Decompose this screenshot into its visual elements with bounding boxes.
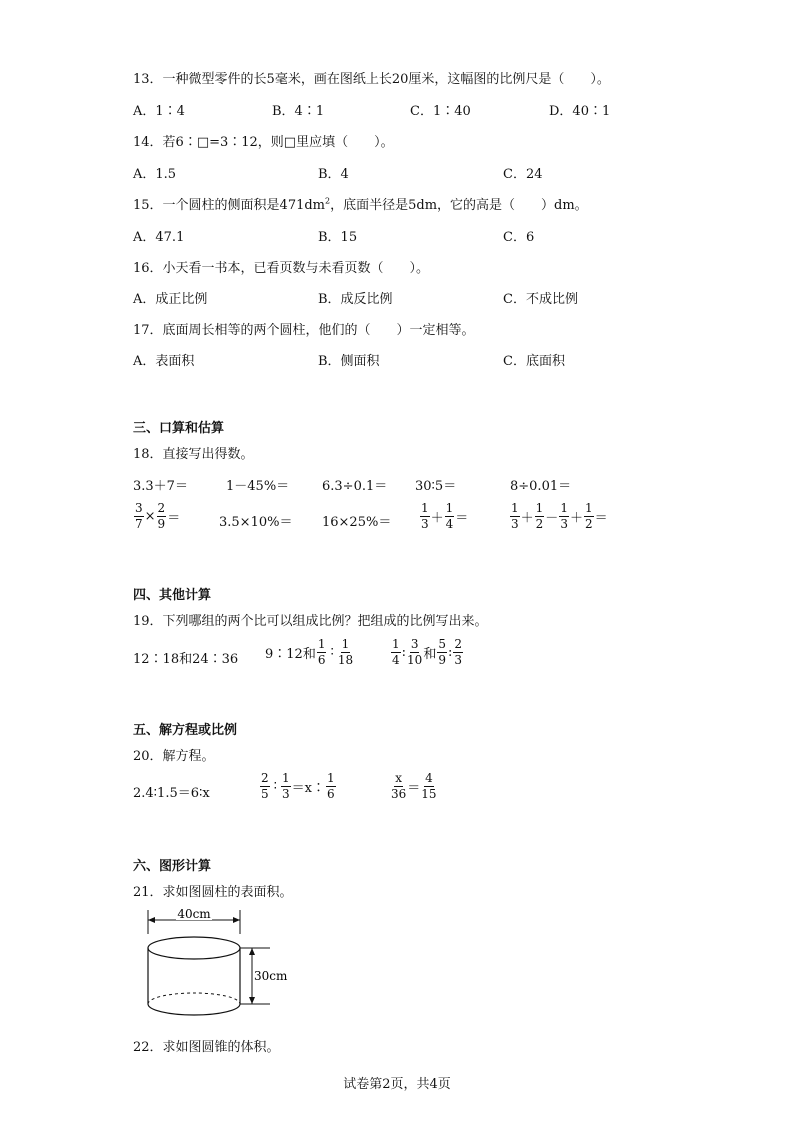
q17-stem: 17．底面周长相等的两个圆柱，他们的（ ）一定相等。 xyxy=(133,323,475,338)
q17-option-c: C．底面积 xyxy=(503,354,565,369)
calc-r1-4: 30∶5＝ xyxy=(415,479,457,494)
q15-option-a: A．47.1 xyxy=(133,230,185,245)
section6-title: 六、图形计算 xyxy=(133,859,212,874)
q16-option-a: A．成正比例 xyxy=(133,292,208,307)
calc-r1-3: 6.3÷0.1＝ xyxy=(322,479,388,494)
q15-option-c: C．6 xyxy=(503,230,535,245)
calc-r2-1: $\frac{3}{7}$ × $\frac{2}{9}$ ＝ xyxy=(135,501,181,531)
calc-r2-4: $\frac{1}{3}$ ＋ $\frac{1}{4}$ ＝ xyxy=(421,501,469,531)
q16-option-c: C．不成比例 xyxy=(503,292,578,307)
q13-option-b: B．4∶1 xyxy=(272,104,325,119)
q13-stem: 13．一种微型零件的长5毫米，画在图纸上长20厘米，这幅图的比例尺是（ ）。 xyxy=(133,72,610,87)
q14-option-c: C．24 xyxy=(503,167,543,182)
q15-stem: 15．一个圆柱的侧面积是$471dm^2$，底面半径是5dm，它的高是（ ）dm。 xyxy=(133,196,588,213)
section3-title: 三、口算和估算 xyxy=(133,421,225,436)
calc-r1-2: 1－45%＝ xyxy=(226,479,290,494)
q16-option-b: B．成反比例 xyxy=(318,292,393,307)
q14-option-b: B．4 xyxy=(318,167,349,182)
q20-stem: 20．解方程。 xyxy=(133,749,215,764)
q16-stem: 16．小天看一书本，已看页数与未看页数（ ）。 xyxy=(133,261,430,276)
calc-r2-2: 3.5×10%＝ xyxy=(219,515,293,530)
cylinder-figure xyxy=(140,904,300,1024)
q13-option-c: C．1∶40 xyxy=(410,104,471,119)
q14-option-a: A．1.5 xyxy=(133,167,177,182)
q14-stem: 14．若6∶□=3∶12，则□里应填（ ）。 xyxy=(133,135,394,150)
q13-option-a: A．1∶4 xyxy=(133,104,185,119)
q19-stem: 19．下列哪组的两个比可以组成比例？把组成的比例写出来。 xyxy=(133,614,488,629)
equation-c: $\frac{x}{36}$ ＝ $\frac{4}{15}$ xyxy=(391,771,437,801)
page-footer: 试卷第2页，共4页 xyxy=(343,1077,451,1092)
height-label: 30cm xyxy=(254,969,288,983)
q13-option-d: D．40∶1 xyxy=(549,104,611,119)
q21-stem: 21．求如图圆柱的表面积。 xyxy=(133,885,293,900)
section4-title: 四、其他计算 xyxy=(133,588,212,603)
q15-option-b: B．15 xyxy=(318,230,358,245)
diameter-label: 40cm xyxy=(177,907,211,921)
q18-stem: 18．直接写出得数。 xyxy=(133,447,254,462)
calc-r1-1: 3.3＋7＝ xyxy=(133,479,188,494)
section5-title: 五、解方程或比例 xyxy=(133,723,238,738)
calc-r2-5: $\frac{1}{3}$ ＋ $\frac{1}{2}$ － $\frac{1}{3}$ ＋ $\frac{1}{2}$ ＝ xyxy=(511,501,608,531)
q17-option-b: B．侧面积 xyxy=(318,354,380,369)
equation-a: 2.4∶1.5＝6∶x xyxy=(133,786,210,801)
ratio-pair-b: 9∶12和 $\frac{1}{6}$ ∶ $\frac{1}{18}$ xyxy=(265,637,354,667)
q17-option-a: A．表面积 xyxy=(133,354,195,369)
equation-b: $\frac{2}{5}$ ∶ $\frac{1}{3}$ ＝x∶ $\frac{1}{6}$ xyxy=(261,771,335,801)
calc-r2-3: 16×25%＝ xyxy=(322,515,392,530)
calc-r1-5: 8÷0.01＝ xyxy=(510,479,572,494)
ratio-pair-a: 12∶18和24∶36 xyxy=(133,652,239,667)
ratio-pair-c: $\frac{1}{4}$ : $\frac{3}{10}$ 和 $\frac{5}{9}$ : $\frac{2}{3}$ xyxy=(392,637,462,667)
q22-stem: 22．求如图圆锥的体积。 xyxy=(133,1040,280,1055)
